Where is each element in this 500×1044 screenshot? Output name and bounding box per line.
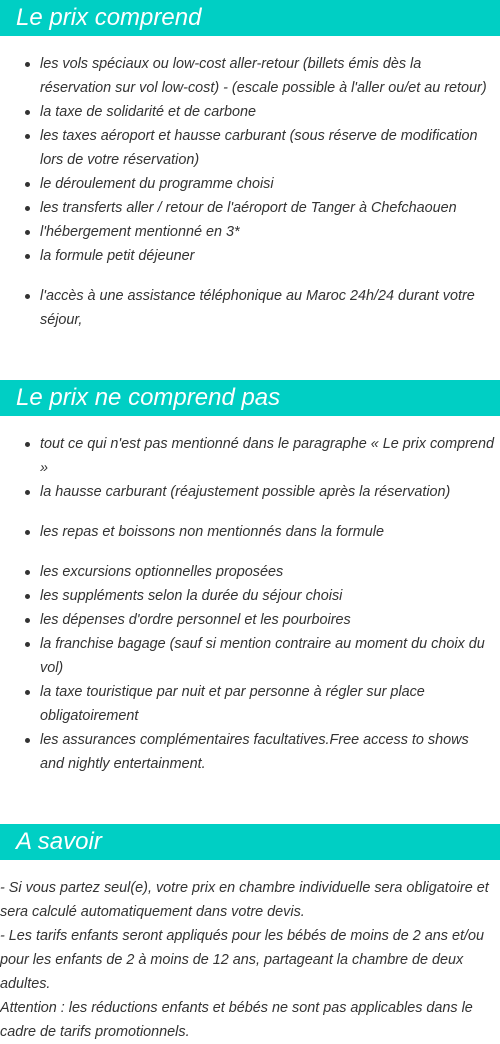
bullet-icon <box>25 254 30 259</box>
list-item: les vols spéciaux ou low-cost aller-retour (billets émis dès la réservation sur vol low-cost) - (escale possible à l'aller ou/et au retour) <box>0 52 500 100</box>
includes-section-title: Le prix comprend <box>16 4 202 31</box>
bullet-icon <box>25 182 30 187</box>
list-item: la formule petit déjeuner <box>0 244 500 268</box>
list-item: la hausse carburant (réajustement possible après la réservation) <box>0 480 500 504</box>
list-item: l'hébergement mentionné en 3* <box>0 220 500 244</box>
includes-section-header <box>0 0 500 36</box>
list-item: les transferts aller / retour de l'aéroport de Tanger à Chefchaouen <box>0 196 500 220</box>
bullet-icon <box>25 442 30 447</box>
info-paragraph: - Si vous partez seul(e), votre prix en chambre individuelle sera obligatoire et sera calculé automatiquement dans votre devis. <box>0 880 489 920</box>
list-item: la taxe touristique par nuit et par personne à régler sur place obligatoirement <box>0 680 500 728</box>
bullet-icon <box>25 642 30 647</box>
bullet-icon <box>25 530 30 535</box>
list-item: la taxe de solidarité et de carbone <box>0 100 500 124</box>
bullet-icon <box>25 490 30 495</box>
bullet-icon <box>25 570 30 575</box>
list-item: le déroulement du programme choisi <box>0 172 500 196</box>
bullet-icon <box>25 230 30 235</box>
list-item: l'accès à une assistance téléphonique au Maroc 24h/24 durant votre séjour, <box>0 284 500 332</box>
list-item: tout ce qui n'est pas mentionné dans le paragraphe « Le prix comprend » <box>0 432 500 480</box>
bullet-icon <box>25 690 30 695</box>
bullet-icon <box>25 738 30 743</box>
info-section-title: A savoir <box>16 828 102 855</box>
list-item: les suppléments selon la durée du séjour choisi <box>0 584 500 608</box>
bullet-icon <box>25 134 30 139</box>
list-item: les dépenses d'ordre personnel et les pourboires <box>0 608 500 632</box>
bullet-icon <box>25 110 30 115</box>
bullet-icon <box>25 594 30 599</box>
bullet-icon <box>25 618 30 623</box>
list-item: les taxes aéroport et hausse carburant (sous réserve de modification lors de votre réservation) <box>0 124 500 172</box>
excludes-list <box>0 416 500 776</box>
excludes-section-header <box>0 380 500 416</box>
info-paragraph: Attention : les réductions enfants et bébés ne sont pas applicables dans le cadre de tarifs promotionnels. <box>0 1000 473 1040</box>
excludes-section-title: Le prix ne comprend pas <box>16 384 281 411</box>
bullet-icon <box>25 294 30 299</box>
bullet-icon <box>25 206 30 211</box>
bullet-icon <box>25 62 30 67</box>
info-text-block <box>0 860 500 1044</box>
info-section-header <box>0 824 500 860</box>
list-item: les assurances complémentaires facultatives.Free access to shows and nightly entertainment. <box>0 728 500 776</box>
includes-list <box>0 36 500 332</box>
list-item: la franchise bagage (sauf si mention contraire au moment du choix du vol) <box>0 632 500 680</box>
list-item: les repas et boissons non mentionnés dans la formule <box>0 520 500 544</box>
list-item: les excursions optionnelles proposées <box>0 560 500 584</box>
info-paragraph: - Les tarifs enfants seront appliqués pour les bébés de moins de 2 ans et/ou pour les enfants de 2 à moins de 12 ans, partageant la chambre de deux adultes. <box>0 928 484 992</box>
